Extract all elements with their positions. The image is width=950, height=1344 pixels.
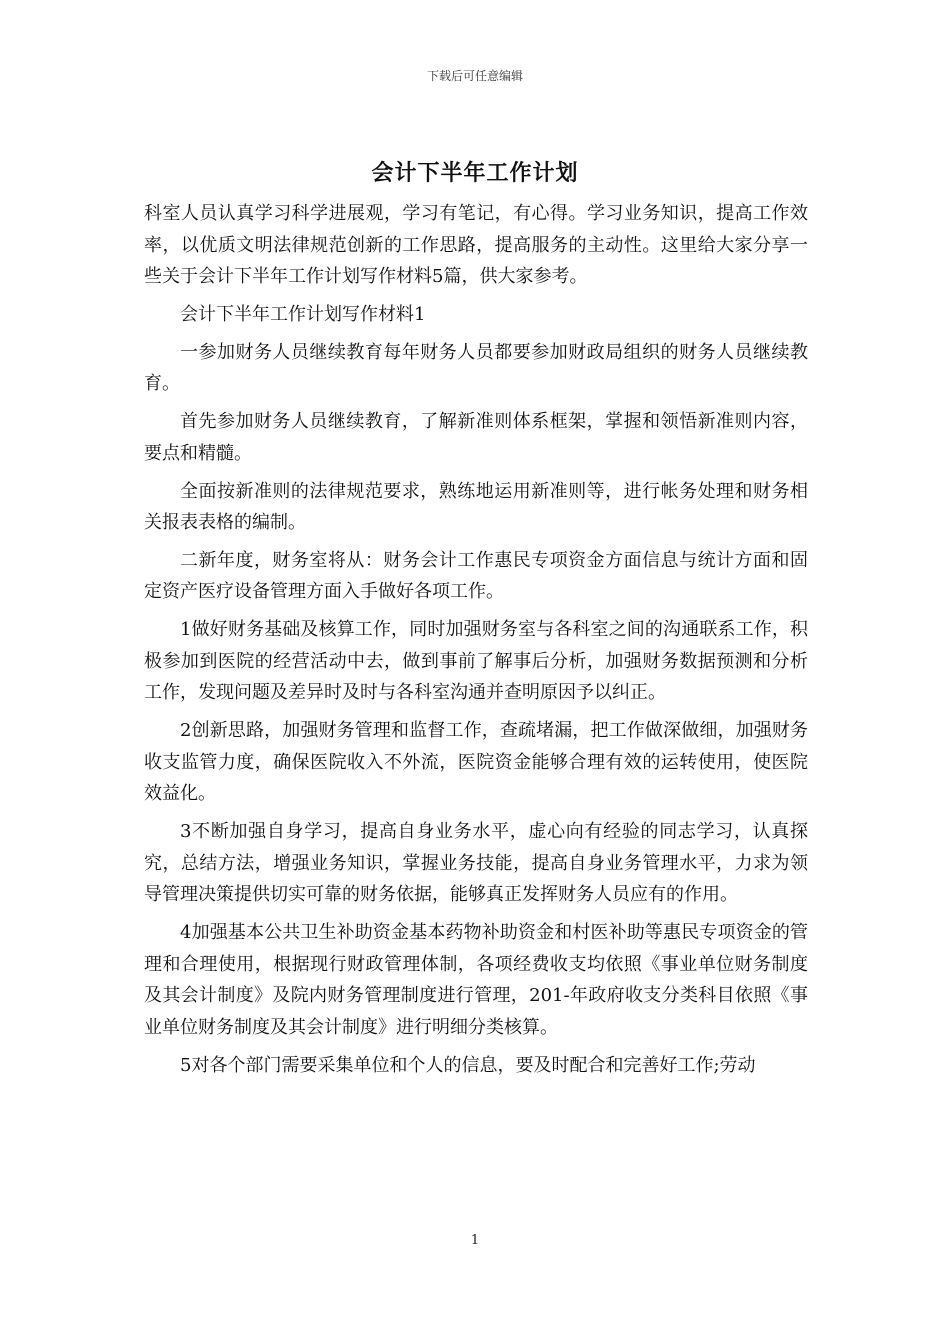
document-title: 会计下半年工作计划 (371, 161, 579, 186)
paragraph: 1做好财务基础及核算工作，同时加强财务室与各科室之间的沟通联系工作，积极参加到医院的经营活动中去，做到事前了解事后分析，加强财务数据预测和分析工作，发现问题及差异时及时与各科室沟通并查明原因予以纠正。 (144, 619, 808, 704)
paragraph: 4加强基本公共卫生补助资金基本药物补助资金和村医补助等惠民专项资金的管理和合理使用，根据现行财政管理体制，各项经费收支均依照《事业单位财务制度及其会计制度》及院内财务管理制度进行管理，201-年政府收支分类科目依照《事业单位财务制度及其会计制度》进行明细分类核算。 (144, 922, 808, 1038)
paragraph: 5对各个部门需要采集单位和个人的信息，要及时配合和完善好工作;劳动 (180, 1054, 756, 1076)
paragraph: 首先参加财务人员继续教育，了解新准则体系框架，掌握和领悟新准则内容，要点和精髓。 (144, 411, 808, 464)
paragraph: 一参加财务人员继续教育每年财务人员都要参加财政局组织的财务人员继续教育。 (144, 341, 808, 395)
paragraph: 2创新思路，加强财务管理和监督工作，查疏堵漏，把工作做深做细，加强财务收支监管力度，确保医院收入不外流，医院资金能够合理有效的运转使用，使医院效益化。 (144, 720, 808, 805)
paragraph: 二新年度，财务室将从：财务会计工作惠民专项资金方面信息与统计方面和固定资产医疗设备管理方面入手做好各项工作。 (144, 549, 808, 603)
paragraph: 3不断加强自身学习，提高自身业务水平，虚心向有经验的同志学习，认真探究，总结方法，增强业务知识，掌握业务技能，提高自身业务管理水平，力求为领导管理决策提供切实可靠的财务依据，能够真正发挥财务人员应有的作用。 (144, 821, 808, 906)
paragraph-section-heading: 会计下半年工作计划写作材料1 (180, 303, 426, 325)
paragraph: 全面按新准则的法律规范要求，熟练地运用新准则等，进行帐务处理和财务相关报表表格的编制。 (144, 480, 808, 534)
document-body (144, 198, 808, 1081)
page-number: 1 (470, 1233, 480, 1248)
header-note: 下载后可任意编辑 (426, 69, 523, 83)
paragraph-intro: 科室人员认真学习科学进展观，学习有笔记，有心得。学习业务知识，提高工作效率，以优质文明法律规范创新的工作思路，提高服务的主动性。这里给大家分享一些关于会计下半年工作计划写作材料5篇，供大家参考。 (144, 203, 808, 288)
